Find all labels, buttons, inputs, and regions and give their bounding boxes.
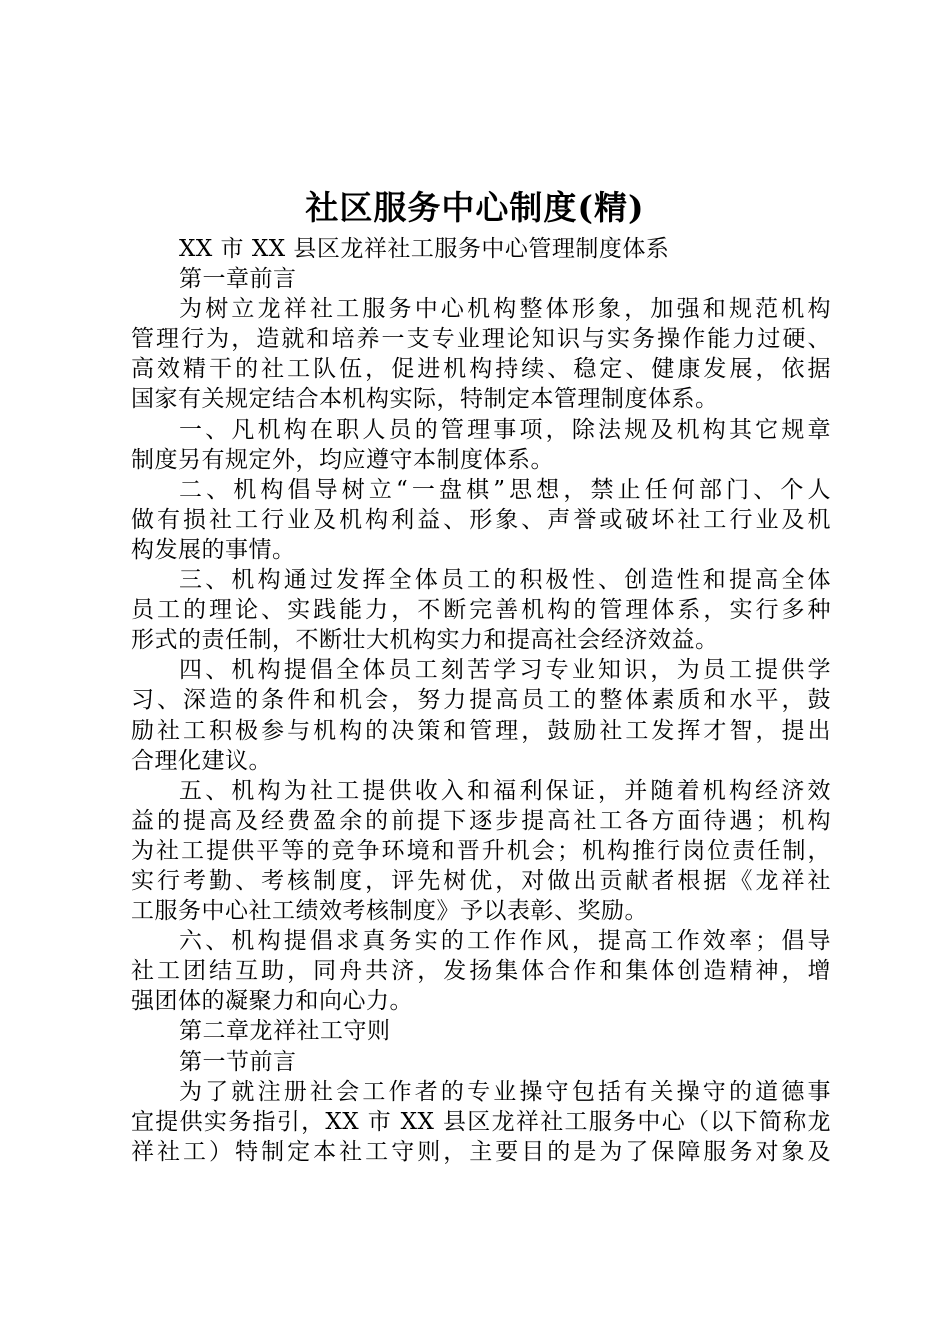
text-line: 员工的理论、实践能力，不断完善机构的管理体系，实行多种 (131, 597, 831, 624)
text-line: 三、机构通过发挥全体员工的积极性、创造性和提高全体 (179, 567, 831, 594)
text-line: 强团体的凝聚力和向心力。 (131, 988, 413, 1015)
text-line: 习、深造的条件和机会，努力提高员工的整体素质和水平，鼓 (131, 687, 831, 714)
text-line: 励社工积极参与机构的决策和管理，鼓励社工发挥才智，提出 (131, 717, 831, 744)
text-line: 为社工提供平等的竞争环境和晋升机会；机构推行岗位责任制， (131, 837, 831, 864)
text-line: 为了就注册社会工作者的专业操守包括有关操守的道德事 (179, 1078, 831, 1105)
document-title: 社区服务中心制度(精) (305, 188, 645, 227)
text-line: 益的提高及经费盈余的前提下逐步提高社工各方面待遇；机构 (131, 807, 831, 834)
text-line: 六、机构提倡求真务实的工作作风，提高工作效率；倡导 (179, 928, 831, 955)
text-line: 第二章龙祥社工守则 (179, 1018, 391, 1045)
text-line: 做有损社工行业及机构利益、形象、声誉或破坏社工行业及机 (131, 506, 831, 533)
text-line: 宜提供实务指引，XX 市 XX 县区龙祥社工服务中心（以下简称龙 (131, 1108, 831, 1135)
text-line: 第一节前言 (179, 1048, 297, 1075)
text-line: 形式的责任制，不断壮大机构实力和提高社会经济效益。 (131, 627, 719, 654)
text-line: 社工团结互助，同舟共济，发扬集体合作和集体创造精神，增 (131, 958, 831, 985)
document-body (131, 234, 831, 1167)
text-line: 高效精干的社工队伍，促进机构持续、稳定、健康发展，依据 (131, 356, 831, 383)
text-line: 制度另有规定外，均应遵守本制度体系。 (131, 446, 554, 473)
text-line: 国家有关规定结合本机构实际，特制定本管理制度体系。 (131, 386, 719, 413)
text-line: 五、机构为社工提供收入和福利保证，并随着机构经济效 (179, 777, 831, 804)
text-line: 构发展的事情。 (131, 536, 296, 563)
text-line: 实行考勤、考核制度，评先树优，对做出贡献者根据《龙祥社 (131, 867, 831, 894)
text-line: 工服务中心社工绩效考核制度》予以表彰、奖励。 (131, 898, 648, 925)
text-line: XX 市 XX 县区龙祥社工服务中心管理制度体系 (179, 236, 670, 262)
text-line: 一、凡机构在职人员的管理事项，除法规及机构其它规章 (179, 416, 831, 443)
text-line: 四、机构提倡全体员工刻苦学习专业知识，为员工提供学 (179, 657, 831, 684)
text-line: 祥社工）特制定本社工守则，主要目的是为了保障服务对象及 (131, 1138, 831, 1165)
text-line: 二、机构倡导树立“一盘棋”思想，禁止任何部门、个人 (179, 476, 831, 503)
text-line: 为树立龙祥社工服务中心机构整体形象，加强和规范机构 (179, 296, 831, 323)
text-line: 合理化建议。 (131, 747, 272, 774)
text-line: 管理行为，造就和培养一支专业理论知识与实务操作能力过硬、 (131, 326, 831, 353)
text-line: 第一章前言 (179, 266, 297, 293)
